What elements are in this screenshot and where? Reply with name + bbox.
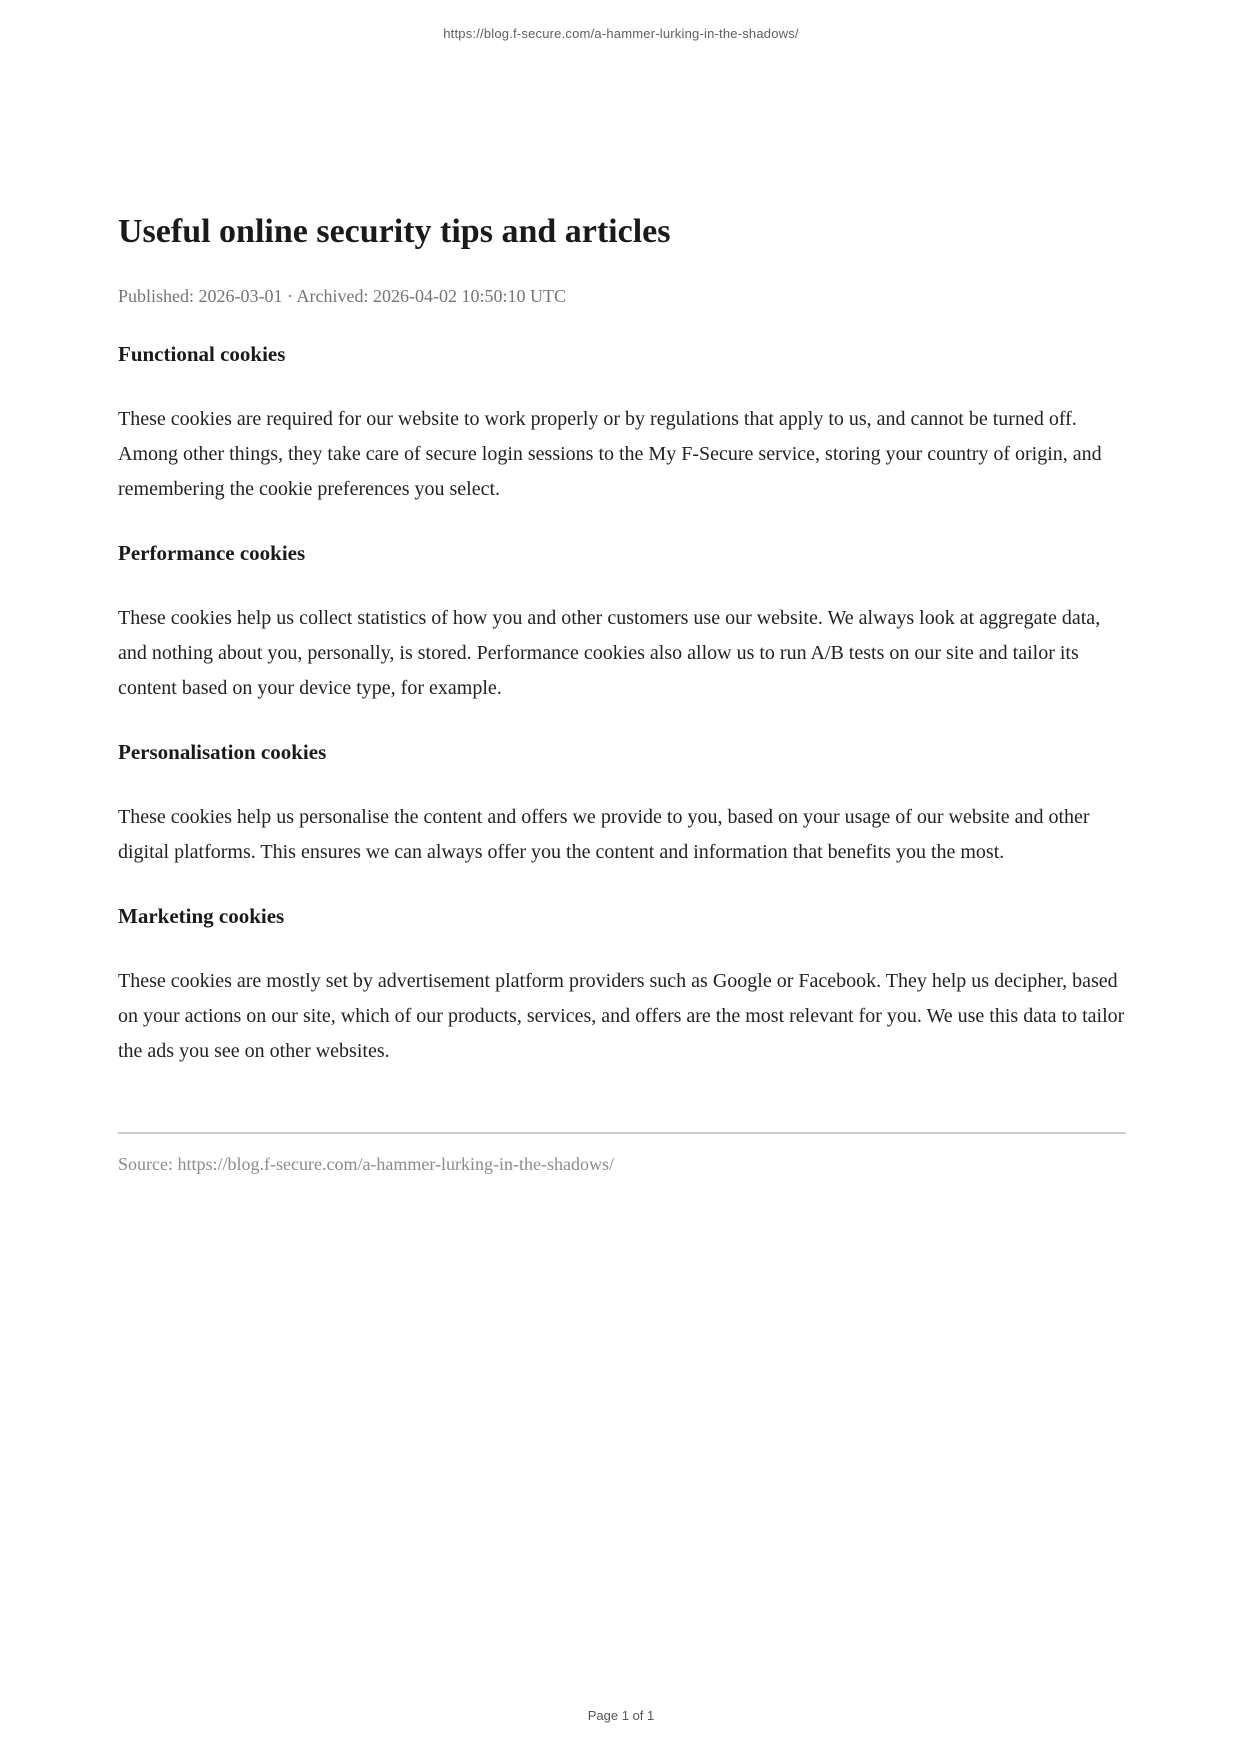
section-performance-cookies [118,539,1126,706]
section-heading: Functional cookies [118,342,286,366]
page-footer: Page 1 of 1 [587,1708,655,1723]
section-body: These cookies help us personalise the content and offers we provide to you, based on your usage of our website and other digital platforms. This ensures we can always offer you the content and information that benefits you the most. [118,806,1090,863]
section-body: These cookies help us collect statistics of how you and other customers use our website. We always look at aggregate data, and nothing about you, personally, is stored. Performance cookies also allow us to run A/B tests on our site and tailor its content based on your device type, for example. [118,607,1101,699]
page-title: Useful online security tips and articles [118,213,671,250]
section-functional-cookies [118,340,1126,507]
page-url-header: https://blog.f-secure.com/a-hammer-lurking-in-the-shadows/ [443,26,799,41]
section-body: These cookies are mostly set by advertisement platform providers such as Google or Facebook. They help us decipher, based on your actions on our site, which of our products, services, and offers are the most relevant for you. We use this data to tailor the ads you see on other websites. [118,970,1125,1062]
section-heading: Performance cookies [118,541,306,565]
article-meta: Published: 2026-03-01 · Archived: 2026-04-02 10:50:10 UTC [118,286,566,306]
section-marketing-cookies [118,902,1126,1069]
section-personalisation-cookies [118,738,1126,870]
section-body: These cookies are required for our website to work properly or by regulations that apply to us, and cannot be turned off. Among other things, they take care of secure login sessions to the My F-Secure service, storing your country of origin, and remembering the cookie preferences you select. [118,408,1102,500]
section-heading: Personalisation cookies [118,740,327,764]
article [0,212,1242,1176]
source-line: Source: https://blog.f-secure.com/a-hammer-lurking-in-the-shadows/ [118,1154,615,1174]
section-heading: Marketing cookies [118,904,285,928]
divider [118,1132,1126,1134]
